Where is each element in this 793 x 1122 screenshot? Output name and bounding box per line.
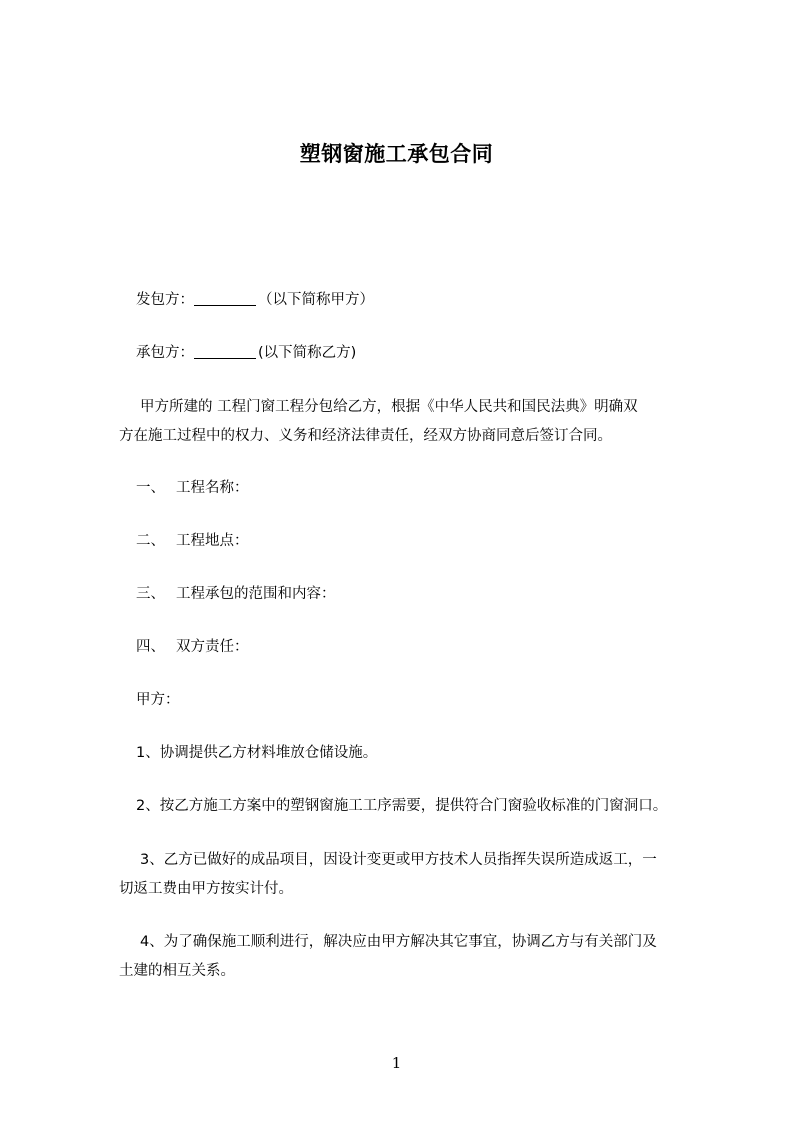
party-a-label: 发包方：: [136, 292, 194, 308]
document-title: 塑钢窗施工承包合同: [299, 142, 494, 166]
section-2-text: 工程地点：: [176, 533, 249, 549]
section-1: [136, 474, 249, 503]
party-a-note: （以下简称甲方）: [258, 292, 374, 308]
item-2: 2、按乙方施工方案中的塑钢窗施工工序需要，提供符合门窗验收标准的门窗洞口。: [136, 798, 668, 814]
section-2: [136, 527, 249, 556]
item-3-line-2: 切返工费由甲方按实计付。: [119, 881, 293, 897]
section-4: [136, 633, 249, 662]
party-a-blank: [194, 291, 256, 306]
section-3: [136, 580, 336, 609]
section-4-text: 双方责任：: [176, 639, 249, 655]
section-1-text: 工程名称：: [176, 480, 249, 496]
party-b-blank: [194, 344, 256, 359]
item-4-line-2: 土建的相互关系。: [119, 963, 235, 979]
intro-line-1: 甲方所建的 工程门窗工程分包给乙方，根据《中华人民共和国民法典》明确双: [140, 399, 638, 415]
page-number: 1: [391, 1054, 402, 1072]
item-4-line-1: 4、为了确保施工顺利进行，解决应由甲方解决其它事宜，协调乙方与有关部门及: [140, 934, 657, 950]
intro-line-2: 方在施工过程中的权力、义务和经济法律责任，经双方协商同意后签订合同。: [119, 428, 612, 444]
party-b-note: (以下简称乙方): [258, 345, 357, 361]
item-3-line-1: 3、乙方已做好的成品项目，因设计变更或甲方技术人员指挥失误所造成返工，一: [140, 852, 657, 868]
section-1-number: 一、: [136, 480, 165, 496]
item-1: 1、协调提供乙方材料堆放仓储设施。: [136, 745, 378, 761]
section-2-number: 二、: [136, 533, 165, 549]
party-b-line: [136, 339, 356, 368]
section-3-number: 三、: [136, 586, 165, 602]
section-3-text: 工程承包的范围和内容：: [176, 586, 336, 602]
section-4-number: 四、: [136, 639, 165, 655]
party-a-line: [136, 286, 374, 315]
party-a-heading: 甲方：: [136, 692, 180, 708]
party-b-label: 承包方：: [136, 345, 194, 361]
